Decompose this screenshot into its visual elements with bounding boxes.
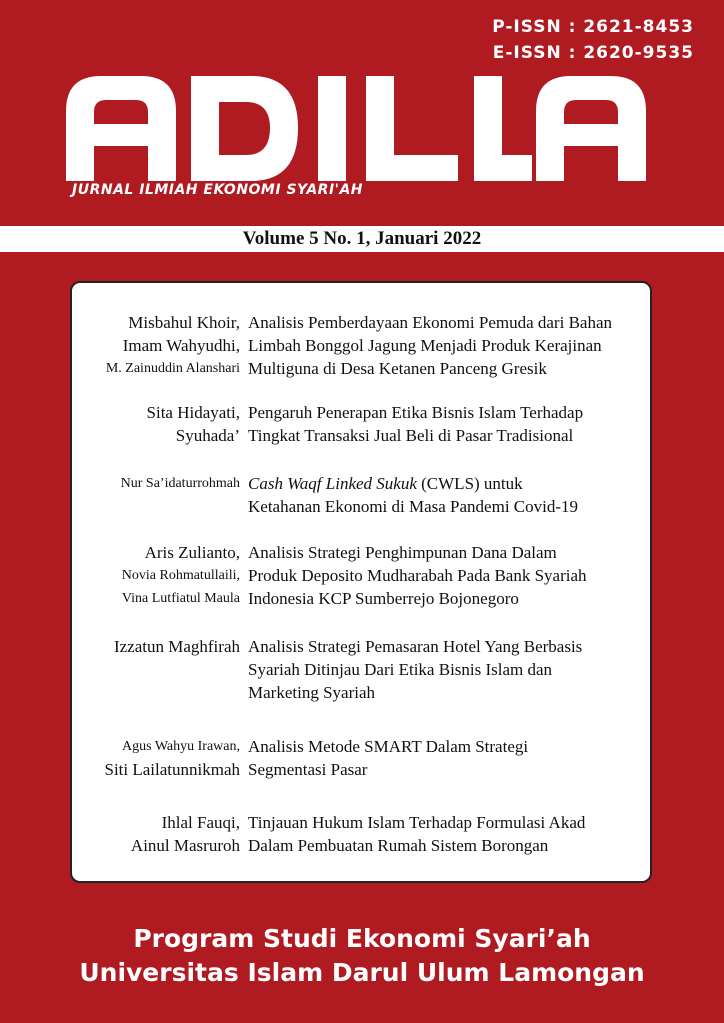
title-line: Tinjauan Hukum Islam Terhadap Formulasi Akad [248,813,586,832]
article-authors [72,811,240,857]
title-line [248,472,648,495]
article-title [248,735,648,781]
article-title [248,401,648,447]
title-line: Produk Deposito Mudharabah Pada Bank Syariah [248,566,587,585]
article-title [248,541,648,610]
article-title [248,311,648,380]
title-line: Segmentasi Pasar [248,760,368,779]
title-rest: (CWLS) untuk [421,474,523,493]
title-line: Dalam Pembuatan Rumah Sistem Borongan [248,836,549,855]
title-italic-part: Cash Waqf Linked Sukuk [248,474,417,493]
title-line: Analisis Strategi Pemasaran Hotel Yang Berbasis [248,637,583,656]
title-line: Analisis Metode SMART Dalam Strategi [248,737,529,756]
author-name: Imam Wahyudhi, [122,336,240,355]
author-name: Ihlal Fauqi, [161,813,240,832]
footer-university: Universitas Islam Darul Ulum Lamongan [79,958,645,987]
author-name: Misbahul Khoir, [128,313,240,332]
article-authors [72,735,240,781]
author-name: Novia Rohmatullaili, [121,568,240,583]
title-line: Ketahanan Ekonomi di Masa Pandemi Covid-19 [248,497,579,516]
journal-subtitle: JURNAL ILMIAH EKONOMI SYARI'AH [72,182,363,198]
article-authors [72,311,240,380]
author-name: Siti Lailatunnikmah [104,760,240,779]
article-authors [72,472,240,495]
volume-label: Volume 5 No. 1, Januari 2022 [242,228,482,249]
title-line: Pengaruh Penerapan Etika Bisnis Islam Terhadap [248,403,584,422]
author-name: Agus Wahyu Irawan, [122,739,240,754]
author-name: Nur Sa’idaturrohmah [120,476,240,491]
article-title [248,635,648,704]
author-name: Syuhada’ [175,426,240,445]
author-name: Sita Hidayati, [146,403,240,422]
electronic-issn: E-ISSN : 2620-9535 [492,43,694,63]
title-line: Analisis Strategi Penghimpunan Dana Dalam [248,543,557,562]
title-line: Analisis Pemberdayaan Ekonomi Pemuda dari Bahan [248,313,612,332]
article-authors [72,635,240,658]
title-line: Tingkat Transaksi Jual Beli di Pasar Tradisional [248,426,574,445]
title-line: Marketing Syariah [248,683,375,702]
author-name: M. Zainuddin Alanshari [105,361,240,376]
title-line: Syariah Ditinjau Dari Etika Bisnis Islam dan [248,660,553,679]
volume-band [0,226,724,252]
footer-program: Program Studi Ekonomi Syari’ah [133,924,591,953]
title-line: Multiguna di Desa Ketanen Panceng Gresik [248,359,547,378]
article-title [248,472,648,518]
article-title [248,811,648,857]
title-line: Limbah Bonggol Jagung Menjadi Produk Kerajinan [248,336,602,355]
author-name: Aris Zulianto, [144,543,240,562]
article-authors [72,401,240,447]
print-issn: P-ISSN : 2621-8453 [492,17,694,37]
title-line: Indonesia KCP Sumberrejo Bojonegoro [248,589,519,608]
author-name: Izzatun Maghfirah [113,637,240,656]
journal-logo [66,76,646,181]
table-of-contents [70,281,652,883]
author-name: Ainul Masruroh [130,836,240,855]
article-authors [72,541,240,610]
author-name: Vina Lutfiatul Maula [121,591,240,606]
issn-block [492,14,694,66]
